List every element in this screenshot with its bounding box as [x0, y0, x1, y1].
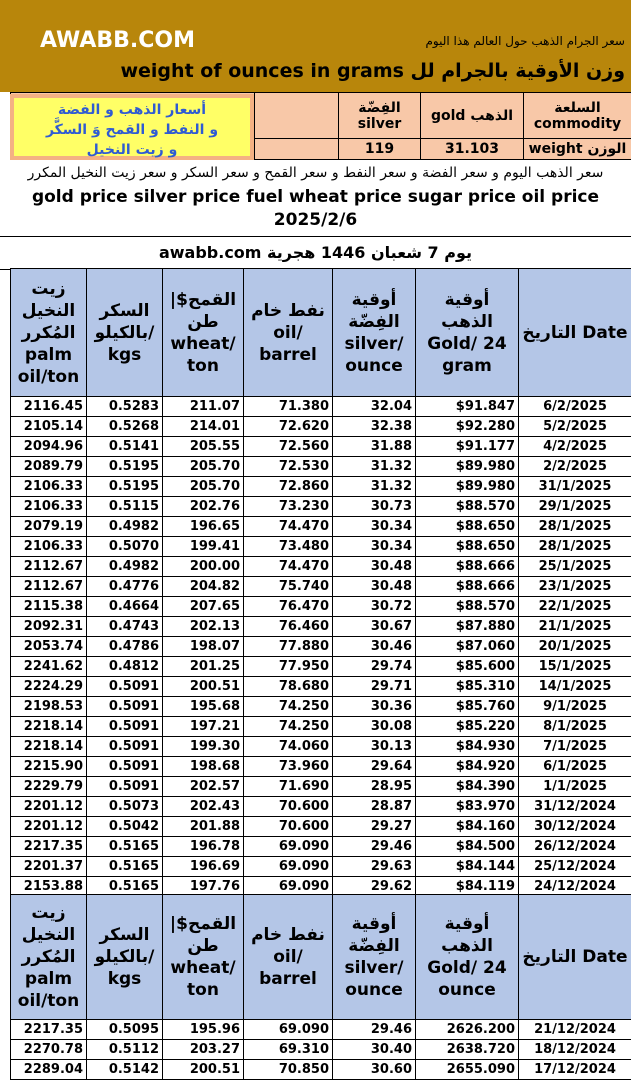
table-row	[11, 537, 631, 557]
cell-date: 22/1/2025	[519, 597, 631, 617]
cell-sugar: 0.5095	[87, 1020, 163, 1040]
cell-wheat: 200.51	[163, 677, 244, 697]
cell-gold: 2638.720	[416, 1040, 519, 1060]
cell-crude-oil: 73.960	[244, 757, 333, 777]
cell-wheat: 197.21	[163, 717, 244, 737]
cell-crude-oil: 73.480	[244, 537, 333, 557]
cell-palm-oil: 2153.88	[11, 877, 87, 897]
cell-crude-oil: 72.620	[244, 417, 333, 437]
table-row	[11, 497, 631, 517]
cell-wheat: 198.07	[163, 637, 244, 657]
header-sugar: السكر بالكيلو/ kgs	[87, 895, 163, 1020]
cell-silver: 31.88	[333, 437, 416, 457]
weights-header-commodity: السلعة commodity	[524, 93, 631, 139]
cell-crude-oil: 72.860	[244, 477, 333, 497]
cell-crude-oil: 69.090	[244, 1020, 333, 1040]
cell-gold: $85.760	[416, 697, 519, 717]
table-row	[11, 677, 631, 697]
cell-palm-oil: 2053.74	[11, 637, 87, 657]
hijri-dateline: يوم 7 شعبان 1446 هجرية awabb.com	[0, 236, 631, 270]
cell-palm-oil: 2241.62	[11, 657, 87, 677]
cell-gold: $85.600	[416, 657, 519, 677]
cell-crude-oil: 71.690	[244, 777, 333, 797]
cell-date: 4/2/2025	[519, 437, 631, 457]
table-row	[11, 517, 631, 537]
cell-date: 6/1/2025	[519, 757, 631, 777]
cell-sugar: 0.5112	[87, 1040, 163, 1060]
header-palm-oil: زيت النخيل المُكرر palm oil/ton	[11, 895, 87, 1020]
cell-sugar: 0.4982	[87, 517, 163, 537]
cell-silver: 29.74	[333, 657, 416, 677]
cell-wheat: 200.00	[163, 557, 244, 577]
cell-palm-oil: 2112.67	[11, 557, 87, 577]
cell-sugar: 0.5091	[87, 757, 163, 777]
cell-gold: $92.280	[416, 417, 519, 437]
cell-date: 20/1/2025	[519, 637, 631, 657]
cell-crude-oil: 72.560	[244, 437, 333, 457]
commodities-banner	[10, 94, 254, 160]
cell-crude-oil: 77.880	[244, 637, 333, 657]
cell-gold: $87.060	[416, 637, 519, 657]
cell-crude-oil: 73.230	[244, 497, 333, 517]
table-row	[11, 597, 631, 617]
header-date: التاريخ Date	[519, 895, 631, 1020]
cell-date: 2/2/2025	[519, 457, 631, 477]
cell-sugar: 0.4786	[87, 637, 163, 657]
cell-sugar: 0.5091	[87, 737, 163, 757]
table-row	[11, 1020, 631, 1040]
table-row	[11, 1040, 631, 1060]
cell-silver: 30.60	[333, 1060, 416, 1080]
cell-crude-oil: 74.250	[244, 697, 333, 717]
cell-date: 24/12/2024	[519, 877, 631, 897]
banner-line-3: و زيت النخيل	[86, 142, 178, 158]
cell-gold: $88.650	[416, 517, 519, 537]
cell-wheat: 207.65	[163, 597, 244, 617]
table-row	[11, 1060, 631, 1080]
cell-wheat: 211.07	[163, 397, 244, 417]
cell-silver: 30.13	[333, 737, 416, 757]
cell-palm-oil: 2105.14	[11, 417, 87, 437]
cell-silver: 30.34	[333, 537, 416, 557]
cell-gold: $84.390	[416, 777, 519, 797]
banner-line-1: أسعار الذهب و الفضة	[57, 102, 207, 118]
cell-palm-oil: 2217.35	[11, 1020, 87, 1040]
cell-date: 1/1/2025	[519, 777, 631, 797]
title-arabic: سعر الذهب اليوم و سعر الفضة و سعر النفط و سعر القمح و سعر السكر و سعر زيت النخيل المكرر	[27, 165, 604, 181]
cell-date: 29/1/2025	[519, 497, 631, 517]
cell-wheat: 204.82	[163, 577, 244, 597]
cell-crude-oil: 69.310	[244, 1040, 333, 1060]
cell-gold: $89.980	[416, 477, 519, 497]
title-english: gold price silver price fuel wheat price sugar price oil price 2025/2/6	[31, 187, 600, 230]
cell-gold: $84.144	[416, 857, 519, 877]
cell-wheat: 214.01	[163, 417, 244, 437]
cell-crude-oil: 74.060	[244, 737, 333, 757]
cell-gold: 2626.200	[416, 1020, 519, 1040]
table-row	[11, 577, 631, 597]
cell-wheat: 202.76	[163, 497, 244, 517]
cell-palm-oil: 2224.29	[11, 677, 87, 697]
cell-gold: $84.160	[416, 817, 519, 837]
cell-palm-oil: 2094.96	[11, 437, 87, 457]
table-row	[11, 417, 631, 437]
cell-crude-oil: 77.950	[244, 657, 333, 677]
cell-gold: $88.650	[416, 537, 519, 557]
header-date: التاريخ Date	[519, 269, 631, 397]
table-row	[11, 557, 631, 577]
cell-crude-oil: 69.090	[244, 837, 333, 857]
cell-sugar: 0.5195	[87, 477, 163, 497]
table-row	[11, 857, 631, 877]
cell-silver: 30.48	[333, 577, 416, 597]
header-bar	[0, 0, 631, 92]
cell-palm-oil: 2217.35	[11, 837, 87, 857]
cell-sugar: 0.5070	[87, 537, 163, 557]
cell-wheat: 197.76	[163, 877, 244, 897]
cell-silver: 30.08	[333, 717, 416, 737]
cell-wheat: 196.78	[163, 837, 244, 857]
cell-wheat: 196.69	[163, 857, 244, 877]
cell-crude-oil: 78.680	[244, 677, 333, 697]
cell-palm-oil: 2198.53	[11, 697, 87, 717]
cell-gold: $84.119	[416, 877, 519, 897]
cell-crude-oil: 74.250	[244, 717, 333, 737]
cell-palm-oil: 2112.67	[11, 577, 87, 597]
cell-wheat: 199.30	[163, 737, 244, 757]
table-header-row	[11, 895, 631, 1020]
cell-palm-oil: 2229.79	[11, 777, 87, 797]
cell-crude-oil: 75.740	[244, 577, 333, 597]
cell-crude-oil: 70.600	[244, 817, 333, 837]
cell-gold: $85.220	[416, 717, 519, 737]
table-row	[11, 837, 631, 857]
cell-date: 6/2/2025	[519, 397, 631, 417]
prices-table-1	[10, 268, 631, 897]
cell-gold: $88.666	[416, 557, 519, 577]
cell-wheat: 202.43	[163, 797, 244, 817]
cell-sugar: 0.4982	[87, 557, 163, 577]
cell-wheat: 202.57	[163, 777, 244, 797]
cell-gold: $88.570	[416, 497, 519, 517]
cell-date: 25/12/2024	[519, 857, 631, 877]
cell-wheat: 202.13	[163, 617, 244, 637]
cell-palm-oil: 2201.12	[11, 797, 87, 817]
cell-wheat: 198.68	[163, 757, 244, 777]
table-row	[11, 777, 631, 797]
cell-silver: 30.67	[333, 617, 416, 637]
table-row	[11, 657, 631, 677]
cell-silver: 30.36	[333, 697, 416, 717]
cell-sugar: 0.4776	[87, 577, 163, 597]
cell-date: 21/12/2024	[519, 1020, 631, 1040]
cell-palm-oil: 2270.78	[11, 1040, 87, 1060]
table-row	[11, 697, 631, 717]
cell-sugar: 0.5091	[87, 717, 163, 737]
weights-gold-value: 31.103	[421, 139, 524, 160]
cell-silver: 30.48	[333, 557, 416, 577]
cell-silver: 29.71	[333, 677, 416, 697]
cell-palm-oil: 2089.79	[11, 457, 87, 477]
cell-crude-oil: 72.530	[244, 457, 333, 477]
cell-sugar: 0.4664	[87, 597, 163, 617]
cell-date: 26/12/2024	[519, 837, 631, 857]
table-row	[11, 397, 631, 417]
cell-silver: 29.62	[333, 877, 416, 897]
cell-date: 21/1/2025	[519, 617, 631, 637]
cell-palm-oil: 2106.33	[11, 537, 87, 557]
cell-wheat: 201.25	[163, 657, 244, 677]
header-wheat: القمح$| طن wheat/ ton	[163, 895, 244, 1020]
cell-crude-oil: 74.470	[244, 557, 333, 577]
cell-palm-oil: 2079.19	[11, 517, 87, 537]
cell-silver: 30.40	[333, 1040, 416, 1060]
cell-silver: 31.32	[333, 457, 416, 477]
cell-palm-oil: 2289.04	[11, 1060, 87, 1080]
cell-silver: 30.73	[333, 497, 416, 517]
cell-palm-oil: 2106.33	[11, 477, 87, 497]
cell-date: 15/1/2025	[519, 657, 631, 677]
cell-wheat: 205.55	[163, 437, 244, 457]
cell-crude-oil: 69.090	[244, 857, 333, 877]
cell-crude-oil: 71.380	[244, 397, 333, 417]
table-row	[11, 617, 631, 637]
cell-sugar: 0.5165	[87, 837, 163, 857]
cell-sugar: 0.5091	[87, 677, 163, 697]
weights-row-label: الوزن weight	[524, 139, 631, 160]
cell-silver: 29.27	[333, 817, 416, 837]
cell-palm-oil: 2215.90	[11, 757, 87, 777]
cell-wheat: 205.70	[163, 477, 244, 497]
cell-silver: 30.34	[333, 517, 416, 537]
site-tagline: سعر الجرام الذهب حول العالم هذا اليوم	[425, 34, 625, 48]
cell-crude-oil: 70.600	[244, 797, 333, 817]
cell-date: 14/1/2025	[519, 677, 631, 697]
cell-sugar: 0.5268	[87, 417, 163, 437]
cell-silver: 29.63	[333, 857, 416, 877]
cell-palm-oil: 2201.37	[11, 857, 87, 877]
cell-sugar: 0.5091	[87, 777, 163, 797]
header-silver: أوقية الفِضّة silver/ ounce	[333, 895, 416, 1020]
cell-date: 18/12/2024	[519, 1040, 631, 1060]
cell-palm-oil: 2115.38	[11, 597, 87, 617]
cell-wheat: 199.41	[163, 537, 244, 557]
cell-date: 23/1/2025	[519, 577, 631, 597]
cell-sugar: 0.5042	[87, 817, 163, 837]
cell-gold: $88.570	[416, 597, 519, 617]
cell-wheat: 195.96	[163, 1020, 244, 1040]
cell-date: 9/1/2025	[519, 697, 631, 717]
header-crude-oil: نفط خام oil/ barrel	[244, 895, 333, 1020]
cell-sugar: 0.5165	[87, 857, 163, 877]
cell-gold: $91.177	[416, 437, 519, 457]
cell-gold: $84.920	[416, 757, 519, 777]
prices-table-1-body	[11, 397, 631, 897]
cell-crude-oil: 70.850	[244, 1060, 333, 1080]
cell-wheat: 196.65	[163, 517, 244, 537]
cell-palm-oil: 2106.33	[11, 497, 87, 517]
table-row	[11, 817, 631, 837]
cell-silver: 32.04	[333, 397, 416, 417]
cell-silver: 29.64	[333, 757, 416, 777]
cell-wheat: 201.88	[163, 817, 244, 837]
page-headline: وزن الأوقية بالجرام لل weight of ounces in grams	[120, 60, 625, 82]
cell-date: 8/1/2025	[519, 717, 631, 737]
weights-empty-cell-2	[255, 139, 339, 160]
cell-palm-oil: 2092.31	[11, 617, 87, 637]
weights-header-silver: الفِضّة silver	[339, 93, 421, 139]
header-gold: أوقية الذهب Gold/ 24 ounce	[416, 895, 519, 1020]
cell-crude-oil: 76.470	[244, 597, 333, 617]
cell-gold: 2655.090	[416, 1060, 519, 1080]
cell-wheat: 205.70	[163, 457, 244, 477]
cell-sugar: 0.5195	[87, 457, 163, 477]
weights-header-gold: الذهب gold	[421, 93, 524, 139]
cell-palm-oil: 2218.14	[11, 737, 87, 757]
header-sugar: السكر بالكيلو/ kgs	[87, 269, 163, 397]
cell-gold: $87.880	[416, 617, 519, 637]
cell-gold: $84.930	[416, 737, 519, 757]
cell-date: 28/1/2025	[519, 537, 631, 557]
cell-gold: $83.970	[416, 797, 519, 817]
table-row	[11, 637, 631, 657]
cell-sugar: 0.5283	[87, 397, 163, 417]
prices-table-2-body	[11, 1020, 631, 1080]
cell-gold: $84.500	[416, 837, 519, 857]
cell-sugar: 0.5165	[87, 877, 163, 897]
cell-crude-oil: 74.470	[244, 517, 333, 537]
banner-line-2: و النفط و القمح وَ السكَّر	[45, 122, 219, 138]
header-wheat: القمح$| طن wheat/ ton	[163, 269, 244, 397]
cell-sugar: 0.4812	[87, 657, 163, 677]
cell-sugar: 0.5141	[87, 437, 163, 457]
table-row	[11, 457, 631, 477]
cell-crude-oil: 76.460	[244, 617, 333, 637]
table-row	[11, 797, 631, 817]
cell-silver: 28.95	[333, 777, 416, 797]
cell-date: 7/1/2025	[519, 737, 631, 757]
cell-silver: 29.46	[333, 837, 416, 857]
cell-wheat: 195.68	[163, 697, 244, 717]
table-row	[11, 437, 631, 457]
table-header-row	[11, 269, 631, 397]
header-palm-oil: زيت النخيل المُكرر palm oil/ton	[11, 269, 87, 397]
cell-sugar: 0.5073	[87, 797, 163, 817]
cell-gold: $85.310	[416, 677, 519, 697]
cell-date: 31/1/2025	[519, 477, 631, 497]
cell-date: 28/1/2025	[519, 517, 631, 537]
cell-wheat: 203.27	[163, 1040, 244, 1060]
cell-silver: 31.32	[333, 477, 416, 497]
cell-date: 30/12/2024	[519, 817, 631, 837]
table-row	[11, 757, 631, 777]
table-row	[11, 737, 631, 757]
cell-crude-oil: 69.090	[244, 877, 333, 897]
cell-date: 17/12/2024	[519, 1060, 631, 1080]
cell-date: 5/2/2025	[519, 417, 631, 437]
weights-silver-value: 119	[339, 139, 421, 160]
cell-silver: 32.38	[333, 417, 416, 437]
weights-empty-cell	[255, 93, 339, 139]
cell-silver: 30.72	[333, 597, 416, 617]
table-row	[11, 477, 631, 497]
cell-date: 25/1/2025	[519, 557, 631, 577]
cell-sugar: 0.5142	[87, 1060, 163, 1080]
cell-palm-oil: 2218.14	[11, 717, 87, 737]
header-crude-oil: نفط خام oil/ barrel	[244, 269, 333, 397]
cell-sugar: 0.5091	[87, 697, 163, 717]
cell-silver: 29.46	[333, 1020, 416, 1040]
cell-date: 31/12/2024	[519, 797, 631, 817]
cell-gold: $91.847	[416, 397, 519, 417]
cell-gold: $88.666	[416, 577, 519, 597]
cell-palm-oil: 2201.12	[11, 817, 87, 837]
cell-sugar: 0.4743	[87, 617, 163, 637]
header-silver: أوقية الفِضّة silver/ ounce	[333, 269, 416, 397]
cell-gold: $89.980	[416, 457, 519, 477]
cell-wheat: 200.51	[163, 1060, 244, 1080]
prices-table-2	[10, 894, 631, 1080]
cell-silver: 28.87	[333, 797, 416, 817]
header-gold: أوقية الذهب Gold/ 24 gram	[416, 269, 519, 397]
cell-silver: 30.46	[333, 637, 416, 657]
site-brand[interactable]: AWABB.COM	[40, 28, 195, 53]
table-row	[11, 717, 631, 737]
cell-palm-oil: 2116.45	[11, 397, 87, 417]
cell-sugar: 0.5115	[87, 497, 163, 517]
